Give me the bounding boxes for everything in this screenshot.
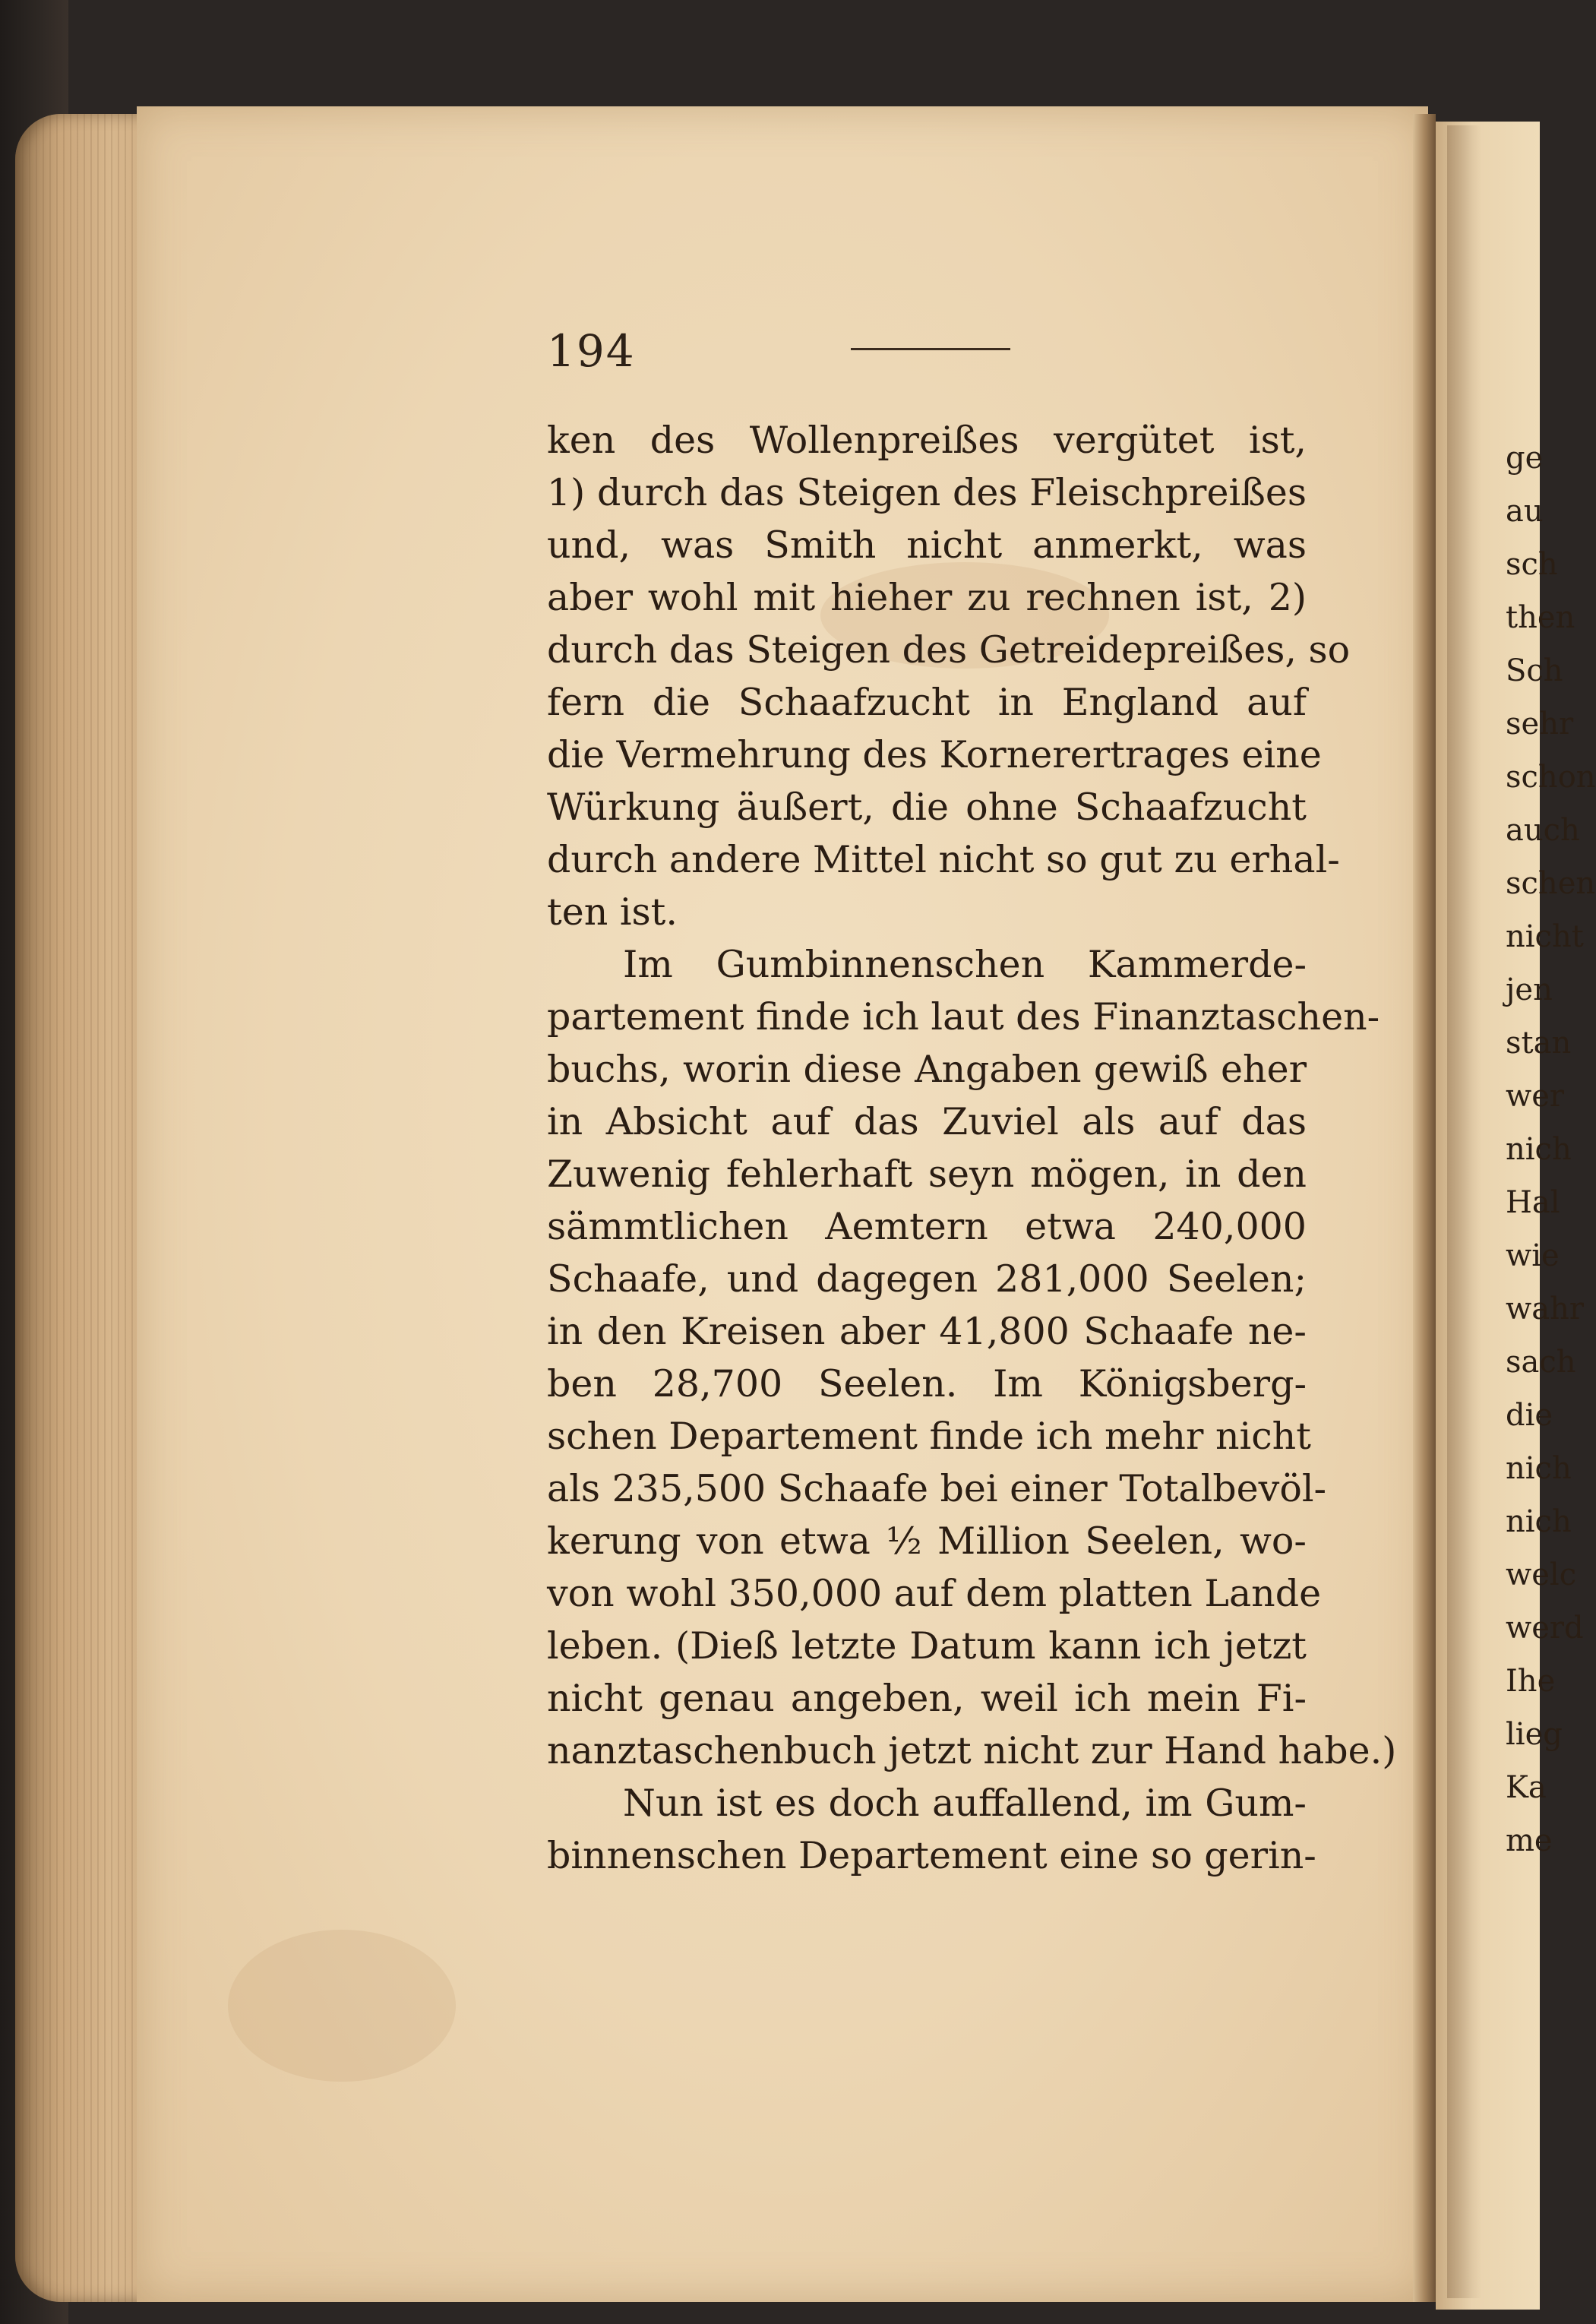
facing-page-fragment: au xyxy=(1506,494,1544,529)
text-line: Würkung äußert, die ohne Schaafzucht xyxy=(547,786,1307,829)
text-line: partement finde ich laut des Finanztaschen- xyxy=(547,995,1380,1039)
text-line: Im Gumbinnenschen Kammerde- xyxy=(623,943,1307,986)
facing-page-fragment: lieg xyxy=(1506,1717,1563,1752)
text-line: ten ist. xyxy=(547,890,678,934)
facing-page-fragment: jen xyxy=(1506,972,1553,1007)
text-line: Nun ist es doch auffallend, im Gum- xyxy=(623,1782,1307,1825)
facing-page-fragment: nich xyxy=(1506,1504,1572,1539)
facing-page-fragment: sach xyxy=(1506,1345,1576,1380)
text-line: die Vermehrung des Kornerertrages eine xyxy=(547,733,1322,776)
text-line: binnenschen Departement eine so gerin- xyxy=(547,1834,1316,1877)
facing-page-fragment: schen xyxy=(1506,866,1596,901)
facing-page-fragment: sch xyxy=(1506,547,1558,582)
text-line: buchs, worin diese Angaben gewiß eher xyxy=(547,1048,1307,1091)
text-line: durch das Steigen des Getreidepreißes, so xyxy=(547,628,1351,672)
facing-page-fragment: wer xyxy=(1506,1079,1565,1114)
body-text xyxy=(547,414,1397,1882)
facing-page-fragment: werd xyxy=(1506,1611,1584,1646)
text-line: kerung von etwa ½ Million Seelen, wo- xyxy=(547,1519,1307,1563)
text-line: nicht genau angeben, weil ich mein Fi- xyxy=(547,1677,1307,1720)
facing-page-fragment: stan xyxy=(1506,1026,1572,1061)
page-number: 194 xyxy=(547,325,636,377)
paper-stain xyxy=(228,1930,456,2082)
text-line: aber wohl mit hieher zu rechnen ist, 2) xyxy=(547,576,1307,619)
text-line: fern die Schaafzucht in England auf xyxy=(547,681,1307,724)
facing-page-fragment: Ihe xyxy=(1506,1664,1556,1699)
book-gutter xyxy=(1413,114,1436,2302)
text-line: sämmtlichen Aemtern etwa 240,000 xyxy=(547,1205,1307,1248)
text-line: leben. (Dieß letzte Datum kann ich jetzt xyxy=(547,1624,1307,1668)
text-line: nanztaschenbuch jetzt nicht zur Hand habe.) xyxy=(547,1729,1397,1772)
text-line: 1) durch das Steigen des Fleischpreißes xyxy=(547,471,1307,514)
text-line: von wohl 350,000 auf dem platten Lande xyxy=(547,1572,1322,1615)
text-line: und, was Smith nicht anmerkt, was xyxy=(547,523,1307,567)
facing-page-fragment: die xyxy=(1506,1398,1553,1433)
facing-page-fragment: wahr xyxy=(1506,1292,1584,1326)
header-rule xyxy=(851,348,1010,350)
facing-page-fragment: then xyxy=(1506,600,1575,635)
text-line: schen Departement finde ich mehr nicht xyxy=(547,1415,1311,1458)
text-line: ben 28,700 Seelen. Im Königsberg- xyxy=(547,1362,1307,1405)
facing-page-fragment: nich xyxy=(1506,1132,1572,1167)
text-line: ken des Wollenpreißes vergütet ist, xyxy=(547,419,1307,462)
facing-page-fragment: auch xyxy=(1506,813,1580,848)
facing-page-fragment: Ka xyxy=(1506,1770,1547,1805)
facing-page-fragment: nicht xyxy=(1506,919,1584,954)
facing-page-fragment: wie xyxy=(1506,1238,1560,1273)
facing-page-fragment: me xyxy=(1506,1823,1553,1858)
text-line: in Absicht auf das Zuviel als auf das xyxy=(547,1100,1307,1143)
page-fold-shadow xyxy=(1447,125,1481,2298)
facing-page-fragment: welc xyxy=(1506,1557,1577,1592)
facing-page-fragment: Hal xyxy=(1506,1185,1560,1220)
text-line: in den Kreisen aber 41,800 Schaafe ne- xyxy=(547,1310,1307,1353)
facing-page-fragment: sehr xyxy=(1506,707,1574,741)
facing-page-fragment: schon xyxy=(1506,760,1596,795)
facing-page-fragment: nich xyxy=(1506,1451,1572,1486)
text-line: Schaafe, und dagegen 281,000 Seelen; xyxy=(547,1257,1307,1301)
facing-page-fragment: ge xyxy=(1506,441,1544,476)
text-line: durch andere Mittel nicht so gut zu erhal- xyxy=(547,838,1340,881)
text-line: als 235,500 Schaafe bei einer Totalbevöl- xyxy=(547,1467,1327,1510)
text-line: Zuwenig fehlerhaft seyn mögen, in den xyxy=(547,1153,1307,1196)
facing-page-fragment: Sch xyxy=(1506,653,1563,688)
